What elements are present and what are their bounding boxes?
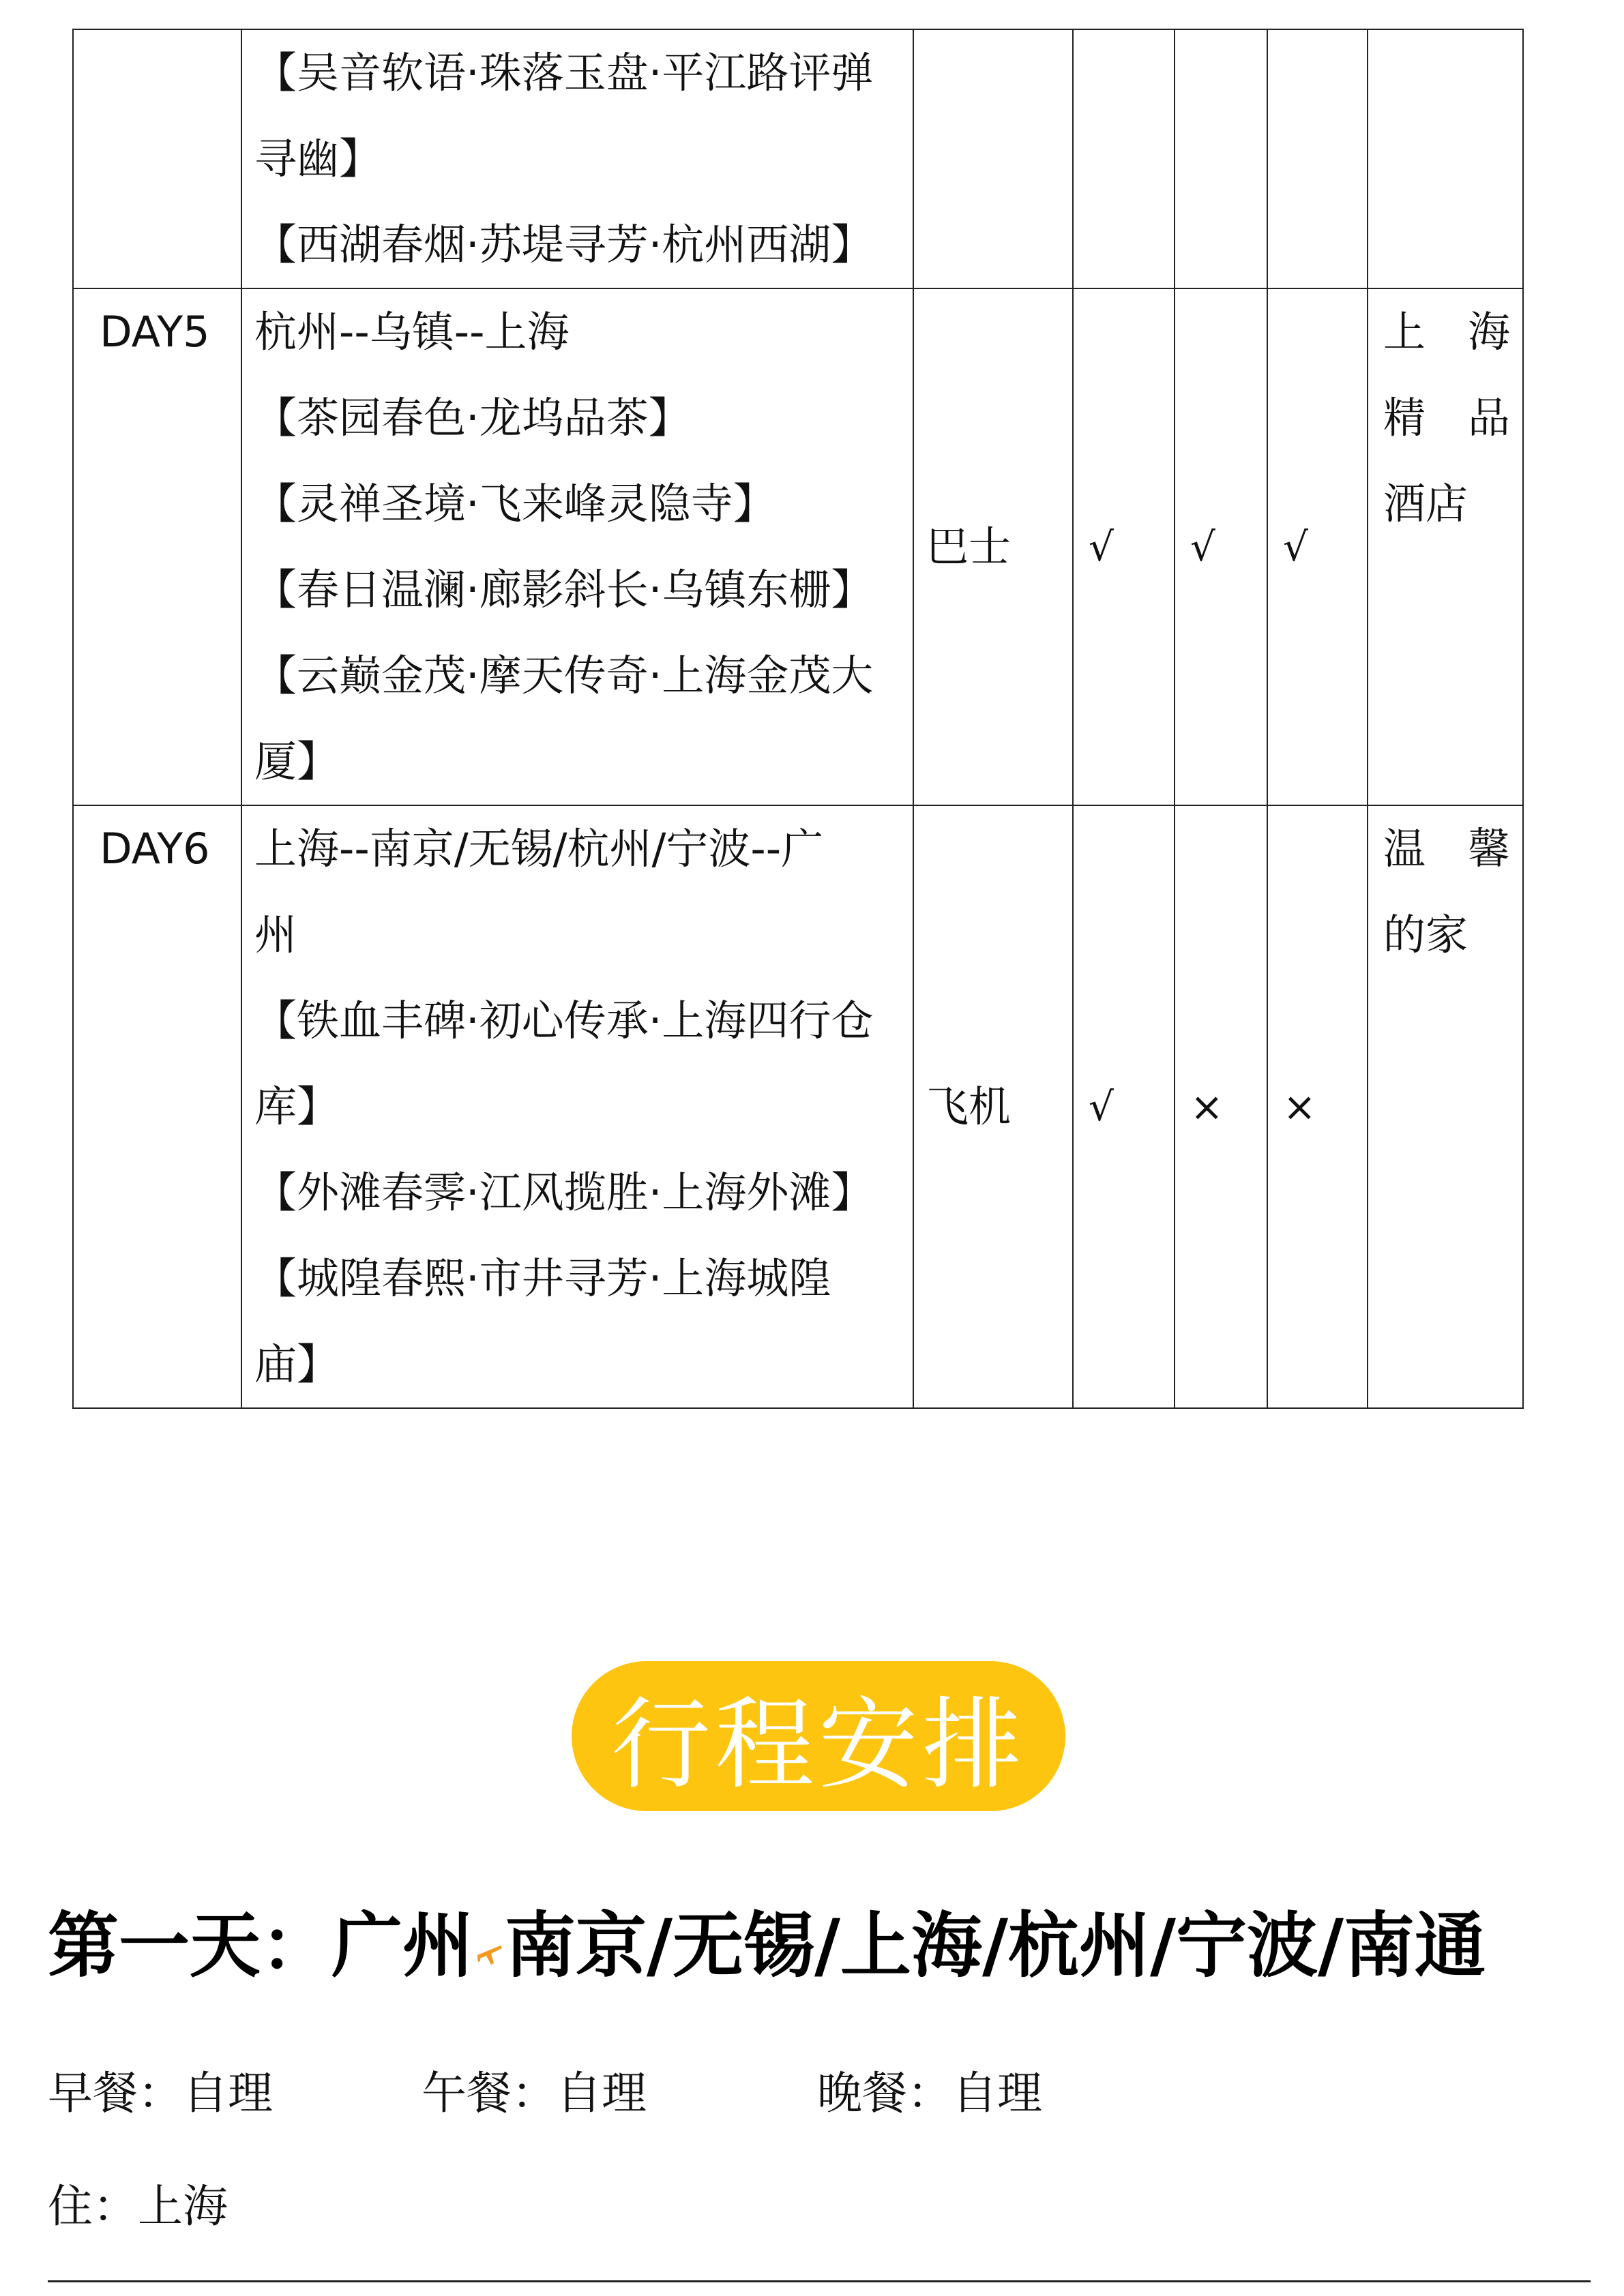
hotel-cell [1368,29,1523,288]
route-line: 寻幽】 [254,134,382,183]
route-line: 【外滩春霁·江风揽胜·上海外滩】 [254,1167,874,1217]
day1-title-origin: 第一天：广州 [48,1904,474,1987]
hotel-line: 上 海 [1383,307,1511,357]
itinerary-row [73,288,1523,805]
day-cell: DAY5 [73,288,241,805]
breakfast-cell: √ [1073,288,1175,805]
dinner-cell: × [1267,805,1368,1408]
day-cell [73,29,241,288]
hotel-line: 温 馨 [1383,824,1511,874]
day1-title [48,1894,1486,1997]
route-line: 【茶园春色·龙坞品茶】 [254,393,691,443]
lunch-cell: × [1175,805,1267,1408]
dinner-info: 晚餐：自理 [817,2067,1042,2119]
day1-title-destinations: 南京/无锡/上海/杭州/宁波/南通 [505,1904,1486,1987]
route-line: 【云巅金茂·摩天传奇·上海金茂大 [254,651,874,700]
route-cell [241,805,913,1408]
route-cell [241,288,913,805]
hotel-line: 的家 [1383,910,1468,959]
lunch-cell [1175,29,1267,288]
hotel-line: 精 品 [1383,393,1511,443]
breakfast-cell [1073,29,1175,288]
route-line: 杭州--乌镇--上海 [254,307,570,357]
hotel-cell [1368,288,1523,805]
route-line: 州 [254,910,297,959]
section-divider [48,2280,1591,2282]
accommodation-info: 住：上海 [48,2180,228,2233]
itinerary-section-badge-label: 行程安排 [611,1687,1026,1803]
route-line: 庙】 [254,1339,340,1389]
route-line: 厦】 [254,736,340,786]
dinner-cell: √ [1267,288,1368,805]
breakfast-info: 早餐：自理 [48,2067,273,2119]
lunch-info: 午餐：自理 [422,2067,647,2119]
airplane-icon [475,1930,503,1971]
route-line: 【春日温澜·廊影斜长·乌镇东栅】 [254,565,874,614]
table-body [73,29,1523,1408]
day-cell: DAY6 [73,805,241,1408]
route-line: 【吴音软语·珠落玉盘·平江路评弹 [254,48,874,98]
itinerary-row [73,29,1523,288]
itinerary-row [73,805,1523,1408]
route-line: 上海--南京/无锡/杭州/宁波--广 [254,824,824,874]
route-line: 库】 [254,1082,340,1131]
hotel-cell [1368,805,1523,1408]
itinerary-section-badge [572,1661,1065,1811]
route-line: 【西湖春烟·苏堤寻芳·杭州西湖】 [254,220,874,269]
route-line: 【城隍春熙·市井寻芳·上海城隍 [254,1253,831,1303]
route-line: 【铁血丰碑·初心传承·上海四行仓 [254,996,874,1045]
transport-cell: 飞机 [913,805,1073,1408]
route-cell [241,29,913,288]
transport-cell: 巴士 [913,288,1073,805]
itinerary-table [72,29,1524,1409]
lunch-cell: √ [1175,288,1267,805]
breakfast-cell: √ [1073,805,1175,1408]
route-line: 【灵禅圣境·飞来峰灵隐寺】 [254,479,776,528]
transport-cell [913,29,1073,288]
hotel-line: 酒店 [1383,479,1468,528]
dinner-cell [1267,29,1368,288]
